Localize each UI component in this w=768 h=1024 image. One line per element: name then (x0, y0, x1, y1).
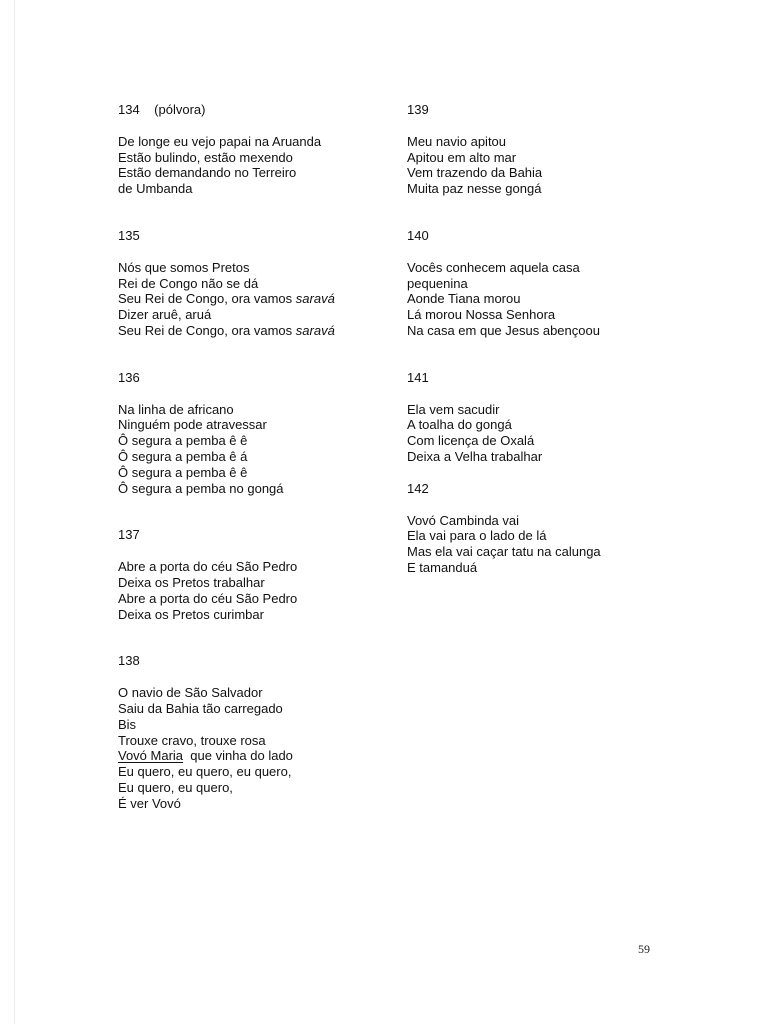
verse-line: Estão bulindo, estão mexendo (118, 149, 293, 165)
page-number: 59 (638, 942, 650, 956)
verse-line: Meu navio apitou (407, 133, 507, 149)
verse-line: Mas ela vai caçar tatu na calunga (407, 544, 601, 560)
verse-line: Deixa os Pretos trabalhar (118, 574, 265, 590)
scan-edge-line (14, 0, 15, 1024)
verse-line: Ô segura a pemba ê ê (118, 433, 248, 449)
verse-line: Ela vai para o lado de lá (407, 528, 547, 544)
spacer (118, 622, 408, 653)
verse-text: Seu Rei de Congo, ora vamos (118, 322, 296, 338)
right-column (407, 102, 697, 576)
verse-line: Abre a porta do céu São Pedro (118, 590, 298, 606)
song-number: 137 (118, 527, 140, 543)
verse-line (118, 748, 408, 764)
song-number: 138 (118, 653, 140, 669)
song-number: 135 (118, 227, 140, 243)
spacer (118, 197, 408, 228)
song-141 (407, 370, 697, 465)
song-134 (118, 102, 408, 197)
song-137 (118, 527, 408, 622)
song-142 (407, 481, 697, 576)
verse-line: Eu quero, eu quero, (118, 779, 233, 795)
verse-line: Rei de Congo não se dá (118, 275, 259, 291)
song-138 (118, 653, 408, 811)
verse-line: Vem trazendo da Bahia (407, 165, 543, 181)
verse-line: Deixa a Velha trabalhar (407, 448, 543, 464)
verse-text: Seu Rei de Congo, ora vamos (118, 291, 296, 307)
verse-line: Estão demandando no Terreiro (118, 165, 297, 181)
italic-word: saravá (295, 322, 335, 338)
verse-line: A toalha do gongá (407, 417, 512, 433)
verse-line: Com licença de Oxalá (407, 433, 535, 449)
song-139 (407, 102, 697, 197)
verse-line: Ô segura a pemba ê á (118, 448, 248, 464)
verse-line (118, 291, 408, 307)
song-number: 136 (118, 369, 140, 385)
verse-line: Aonde Tiana morou (407, 291, 521, 307)
verse-line: Trouxe cravo, trouxe rosa (118, 732, 266, 748)
verse-line: Ô segura a pemba no gongá (118, 480, 284, 496)
verse-line: Ela vem sacudir (407, 401, 500, 417)
song-135 (118, 228, 408, 339)
song-number: 141 (407, 369, 429, 385)
verse-text: que vinha do lado (183, 748, 293, 764)
song-136 (118, 370, 408, 497)
verse-line: Dizer aruê, aruá (118, 307, 212, 323)
song-number: 140 (407, 227, 429, 243)
spacer (118, 496, 408, 527)
spacer (118, 339, 408, 370)
verse-line: O navio de São Salvador (118, 685, 263, 701)
verse-line: É ver Vovó (118, 795, 181, 811)
verse-line: De longe eu vejo papai na Aruanda (118, 133, 322, 149)
verse-line: E tamanduá (407, 559, 478, 575)
verse-line: Lá morou Nossa Senhora (407, 307, 556, 323)
verse-line: pequenina (407, 275, 468, 291)
verse-line: Eu quero, eu quero, eu quero, (118, 764, 292, 780)
song-140 (407, 228, 697, 339)
italic-word: saravá (295, 291, 335, 307)
spacer (407, 339, 697, 370)
verse-line: Saiu da Bahia tão carregado (118, 700, 283, 716)
song-number: 139 (407, 102, 429, 117)
verse-line: Abre a porta do céu São Pedro (118, 559, 298, 575)
spacer (407, 197, 697, 228)
verse-line: Apitou em alto mar (407, 149, 517, 165)
verse-line: de Umbanda (118, 181, 193, 197)
verse-line: Na casa em que Jesus abençoou (407, 322, 600, 338)
verse-line: Ninguém pode atravessar (118, 417, 267, 433)
spacer (407, 465, 697, 481)
verse-line: Vovó Cambinda vai (407, 512, 520, 528)
verse-line (118, 323, 408, 339)
verse-line: Bis (118, 716, 137, 732)
verse-line: Deixa os Pretos curimbar (118, 606, 264, 622)
left-column (118, 102, 408, 812)
song-note: (pólvora) (154, 102, 206, 117)
song-number (118, 102, 408, 118)
verse-line: Nós que somos Pretos (118, 259, 250, 275)
verse-line: Vocês conhecem aquela casa (407, 259, 580, 275)
verse-line: Na linha de africano (118, 401, 234, 417)
song-number-text: 134 (118, 102, 140, 117)
song-number: 142 (407, 480, 429, 496)
verse-line: Ô segura a pemba ê ê (118, 464, 248, 480)
verse-line: Muita paz nesse gongá (407, 181, 542, 197)
underlined-name: Vovó Maria (118, 748, 184, 764)
